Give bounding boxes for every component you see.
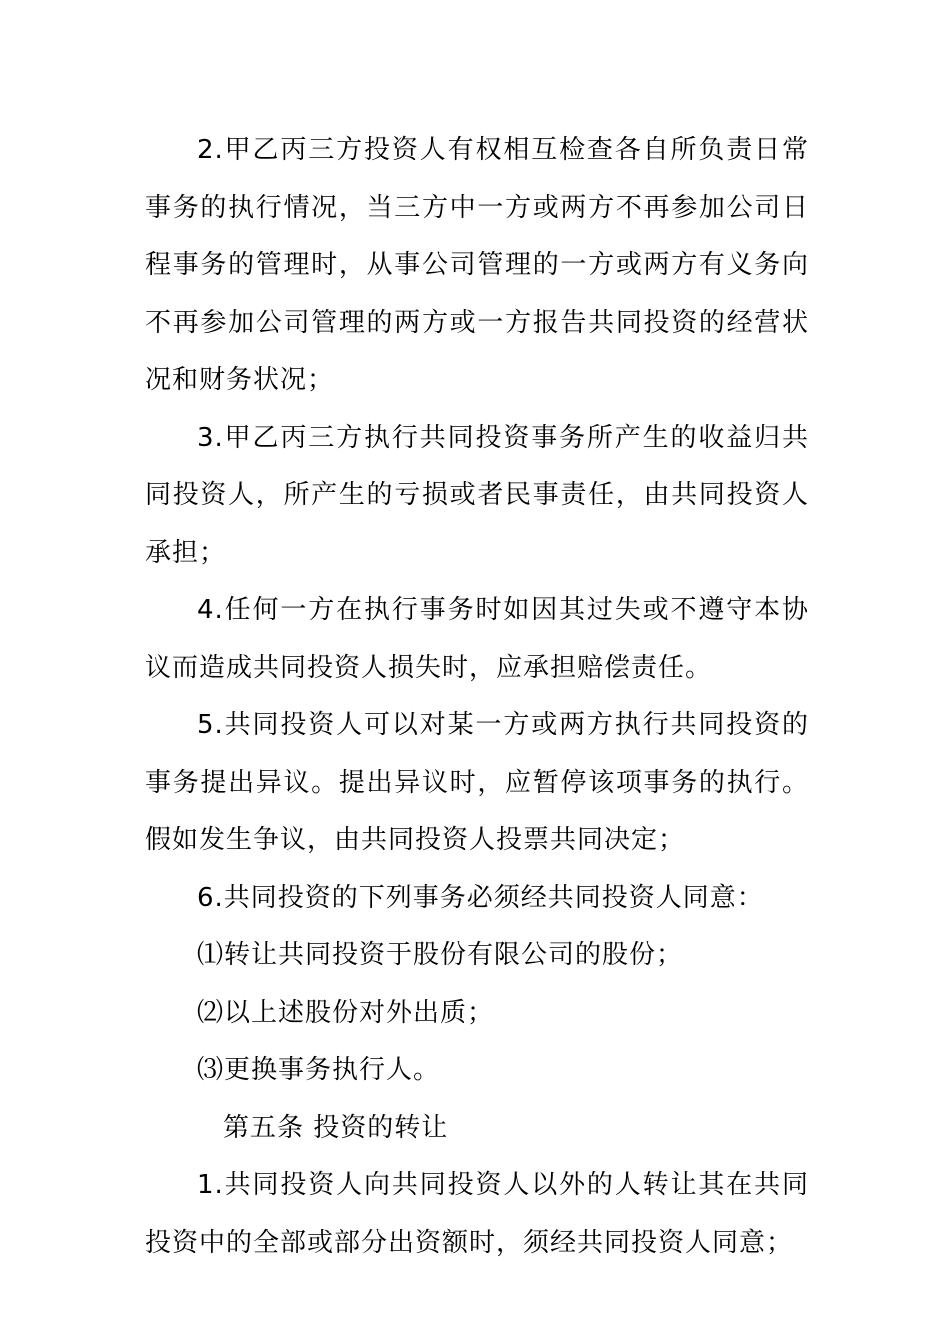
- clause-6-item-2: ⑵以上述股份对外出质；: [197, 997, 495, 1028]
- clause-2: 2.甲乙丙三方投资人有权相互检查各自所负责日常事务的执行情况，当三方中一方或两方不再参加公司日程事务的管理时，从事公司管理的一方或两方有义务向不再参加公司管理的两方或一方报告共同投资的经营状况和财务状况；: [145, 135, 809, 395]
- transfer-clause-1: 1.共同投资人向共同投资人以外的人转让其在共同投资中的全部或部分出资额时，须经共同投资人同意；: [145, 1170, 809, 1258]
- document-body: [145, 122, 809, 1272]
- clause-4: 4.任何一方在执行事务时如因其过失或不遵守本协议而造成共同投资人损失时，应承担赔偿责任。: [145, 595, 809, 683]
- clause-6-item-3: ⑶更换事务执行人。: [197, 1055, 441, 1085]
- clause-6-item-1: ⑴转让共同投资于股份有限公司的股份；: [197, 940, 684, 970]
- section-heading: 第五条 投资的转让: [223, 1112, 449, 1143]
- clause-5: 5.共同投资人可以对某一方或两方执行共同投资的事务提出异议。提出异议时，应暂停该项事务的执行。假如发生争议，由共同投资人投票共同决定；: [145, 710, 809, 855]
- clause-3: 3.甲乙丙三方执行共同投资事务所产生的收益归共同投资人，所产生的亏损或者民事责任，由共同投资人承担；: [145, 422, 809, 568]
- clause-6: 6.共同投资的下列事务必须经共同投资人同意：: [197, 882, 764, 913]
